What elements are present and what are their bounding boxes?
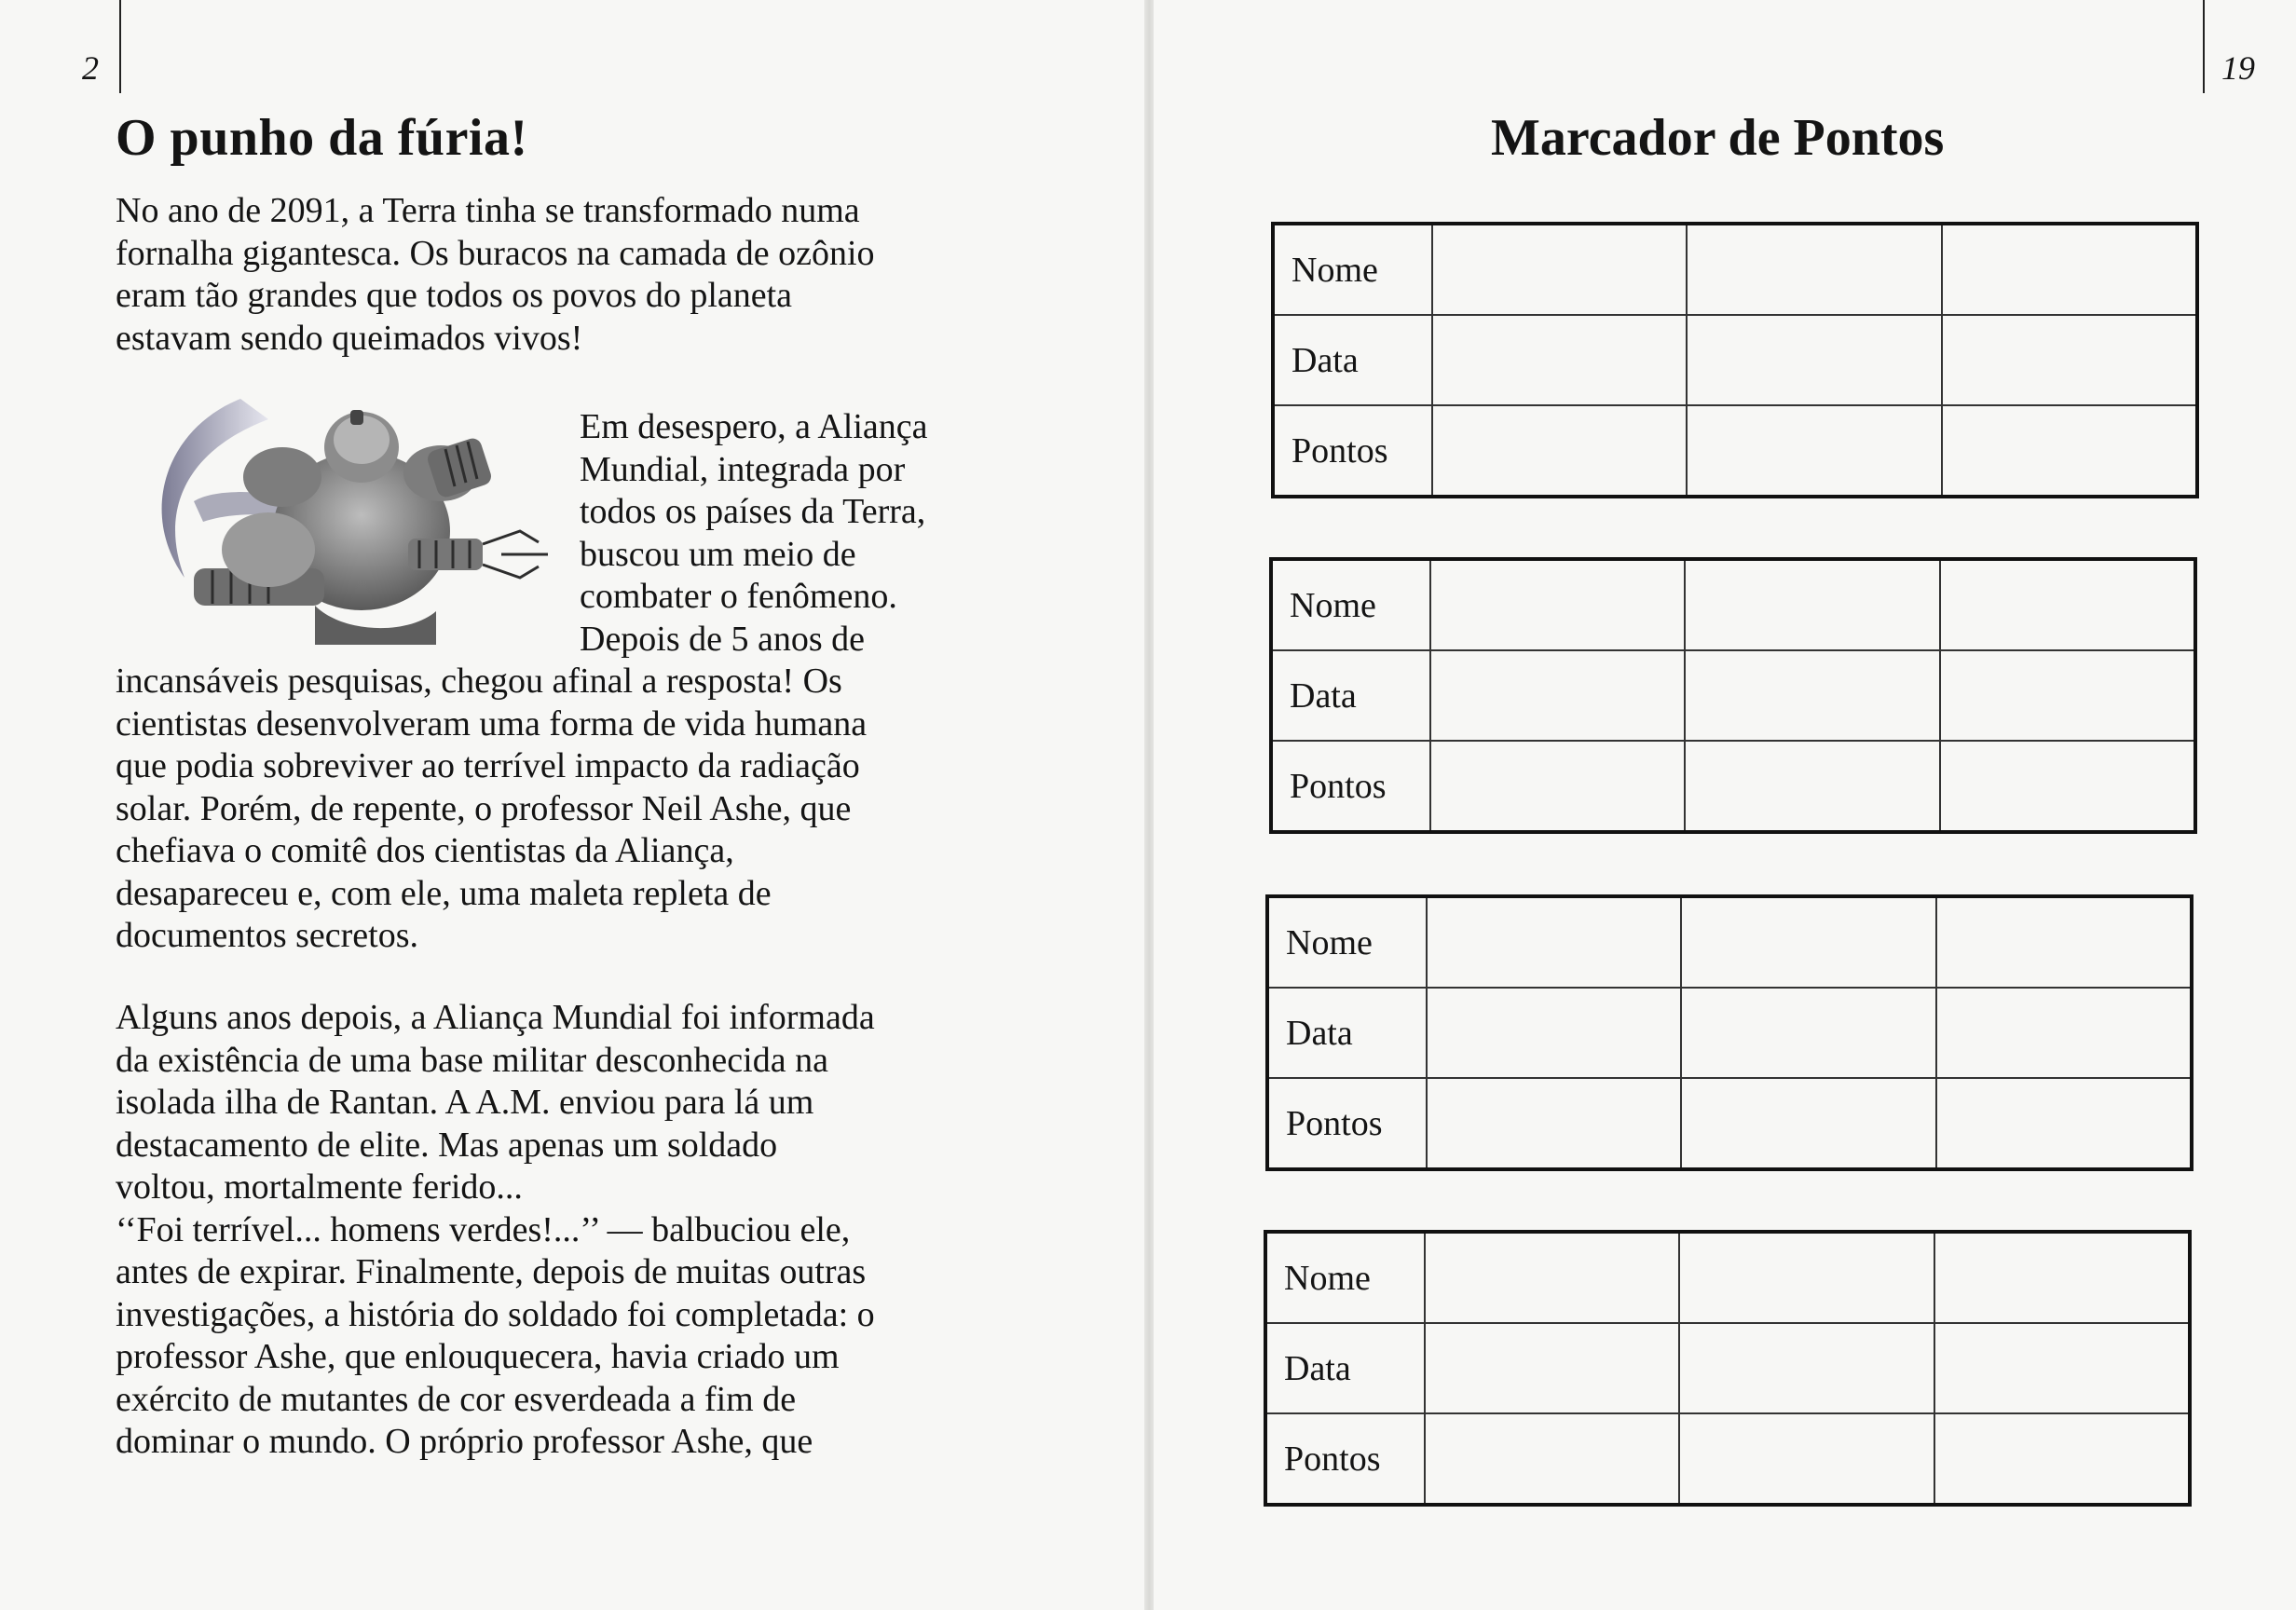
score-cell	[1681, 896, 1935, 988]
text-line: destacamento de elite. Mas apenas um soldado	[116, 1125, 778, 1165]
score-row-date	[1265, 1323, 2190, 1413]
row-label-name: Nome	[1273, 224, 1432, 315]
row-label-date: Data	[1271, 650, 1430, 741]
score-cell	[1942, 224, 2197, 315]
score-cell	[1679, 1232, 1934, 1323]
score-cell	[1430, 559, 1685, 650]
score-cell	[1430, 650, 1685, 741]
score-cell	[1427, 988, 1681, 1078]
text-line: que podia sobreviver ao terrível impacto da radiação	[116, 746, 860, 785]
score-cell	[1940, 650, 2195, 741]
score-table-3	[1265, 894, 2194, 1171]
second-paragraph	[116, 997, 875, 1464]
text-line: Mundial, integrada por	[580, 449, 906, 489]
text-line: investigações, a história do soldado foi completada: o	[116, 1294, 875, 1334]
score-cell	[1432, 405, 1687, 497]
score-row-name	[1265, 1232, 2190, 1323]
text-line: buscou um meio de	[580, 534, 856, 574]
mutant-soldier-illustration	[129, 391, 567, 645]
row-label-date: Data	[1265, 1323, 1425, 1413]
text-line: Alguns anos depois, a Aliança Mundial foi informada	[116, 998, 875, 1037]
score-cell	[1685, 559, 1939, 650]
score-cell	[1687, 405, 1941, 497]
text-line: ‘‘Foi terrível... homens verdes!...’’ — balbuciou ele,	[116, 1209, 851, 1249]
score-cell	[1681, 1078, 1935, 1169]
score-row-points	[1271, 741, 2195, 832]
score-table-2	[1269, 557, 2197, 834]
score-row-date	[1267, 988, 2192, 1078]
row-label-points: Pontos	[1271, 741, 1430, 832]
score-cell	[1940, 559, 2195, 650]
score-cell	[1425, 1232, 1679, 1323]
score-cell	[1687, 224, 1941, 315]
score-cell	[1427, 896, 1681, 988]
right-page	[1154, 0, 2296, 1610]
row-label-name: Nome	[1265, 1232, 1425, 1323]
text-line: cientistas desenvolveram uma forma de vida humana	[116, 703, 868, 744]
score-cell	[1936, 1078, 2192, 1169]
row-label-points: Pontos	[1267, 1078, 1427, 1169]
text-line: solar. Porém, de repente, o professor Neil Ashe, que	[116, 788, 852, 828]
score-row-points	[1265, 1413, 2190, 1505]
continuation-paragraph	[116, 661, 867, 958]
text-line: voltou, mortalmente ferido...	[116, 1167, 523, 1207]
score-row-date	[1271, 650, 2195, 741]
score-cell	[1687, 315, 1941, 405]
score-cell	[1936, 896, 2192, 988]
score-cell	[1425, 1413, 1679, 1505]
text-line: Em desespero, a Aliança	[580, 407, 928, 446]
score-cell	[1940, 741, 2195, 832]
intro-paragraph	[116, 190, 875, 360]
beside-image-paragraph	[580, 406, 928, 661]
score-cell	[1430, 741, 1685, 832]
row-label-name: Nome	[1267, 896, 1427, 988]
text-line: No ano de 2091, a Terra tinha se transformado numa	[116, 191, 860, 230]
scoreboard-title: Marcador de Pontos	[1491, 109, 1945, 167]
left-page	[0, 0, 1146, 1610]
score-row-points	[1267, 1078, 2192, 1169]
score-cell	[1934, 1323, 2190, 1413]
row-label-name: Nome	[1271, 559, 1430, 650]
score-cell	[1679, 1323, 1934, 1413]
text-line: exército de mutantes de cor esverdeada a fim de	[116, 1379, 797, 1419]
score-row-points	[1273, 405, 2197, 497]
score-table-1	[1271, 222, 2199, 498]
score-cell	[1942, 315, 2197, 405]
score-row-name	[1273, 224, 2197, 315]
text-line: Depois de 5 anos de	[580, 619, 866, 659]
text-line: da existência de uma base militar desconhecida na	[116, 1040, 828, 1080]
score-cell	[1679, 1413, 1934, 1505]
score-cell	[1425, 1323, 1679, 1413]
text-line: professor Ashe, que enlouquecera, havia criado um	[116, 1337, 840, 1376]
score-cell	[1685, 650, 1939, 741]
score-cell	[1942, 405, 2197, 497]
text-line: fornalha gigantesca. Os buracos na camada de ozônio	[116, 233, 875, 273]
score-cell	[1685, 741, 1939, 832]
text-line: incansáveis pesquisas, chegou afinal a resposta! Os	[116, 662, 842, 701]
score-row-name	[1271, 559, 2195, 650]
score-cell	[1427, 1078, 1681, 1169]
text-line: estavam sendo queimados vivos!	[116, 318, 583, 358]
row-label-points: Pontos	[1265, 1413, 1425, 1505]
page-number-right: 19	[2221, 49, 2255, 87]
page-number-left: 2	[82, 49, 99, 87]
text-line: combater o fenômeno.	[580, 577, 897, 616]
score-row-date	[1273, 315, 2197, 405]
text-line: isolada ilha de Rantan. A A.M. enviou para lá um	[116, 1083, 814, 1122]
score-cell	[1934, 1232, 2190, 1323]
text-line: chefiava o comitê dos cientistas da Aliança,	[116, 831, 734, 870]
score-cell	[1681, 988, 1935, 1078]
page-rule-left	[119, 0, 121, 93]
text-line: todos os países da Terra,	[580, 492, 926, 531]
text-line: desapareceu e, com ele, uma maleta repleta de	[116, 873, 772, 913]
score-row-name	[1267, 896, 2192, 988]
score-cell	[1432, 315, 1687, 405]
score-cell	[1934, 1413, 2190, 1505]
text-line: antes de expirar. Finalmente, depois de muitas outras	[116, 1252, 867, 1291]
text-line: documentos secretos.	[116, 916, 419, 955]
text-line: eram tão grandes que todos os povos do planeta	[116, 276, 793, 315]
score-cell	[1432, 224, 1687, 315]
score-table-4	[1264, 1230, 2192, 1507]
row-label-points: Pontos	[1273, 405, 1432, 497]
score-cell	[1936, 988, 2192, 1078]
row-label-date: Data	[1267, 988, 1427, 1078]
text-line: dominar o mundo. O próprio professor Ashe, que	[116, 1422, 813, 1461]
story-title: O punho da fúria!	[116, 109, 528, 167]
page-rule-right	[2203, 0, 2205, 93]
row-label-date: Data	[1273, 315, 1432, 405]
